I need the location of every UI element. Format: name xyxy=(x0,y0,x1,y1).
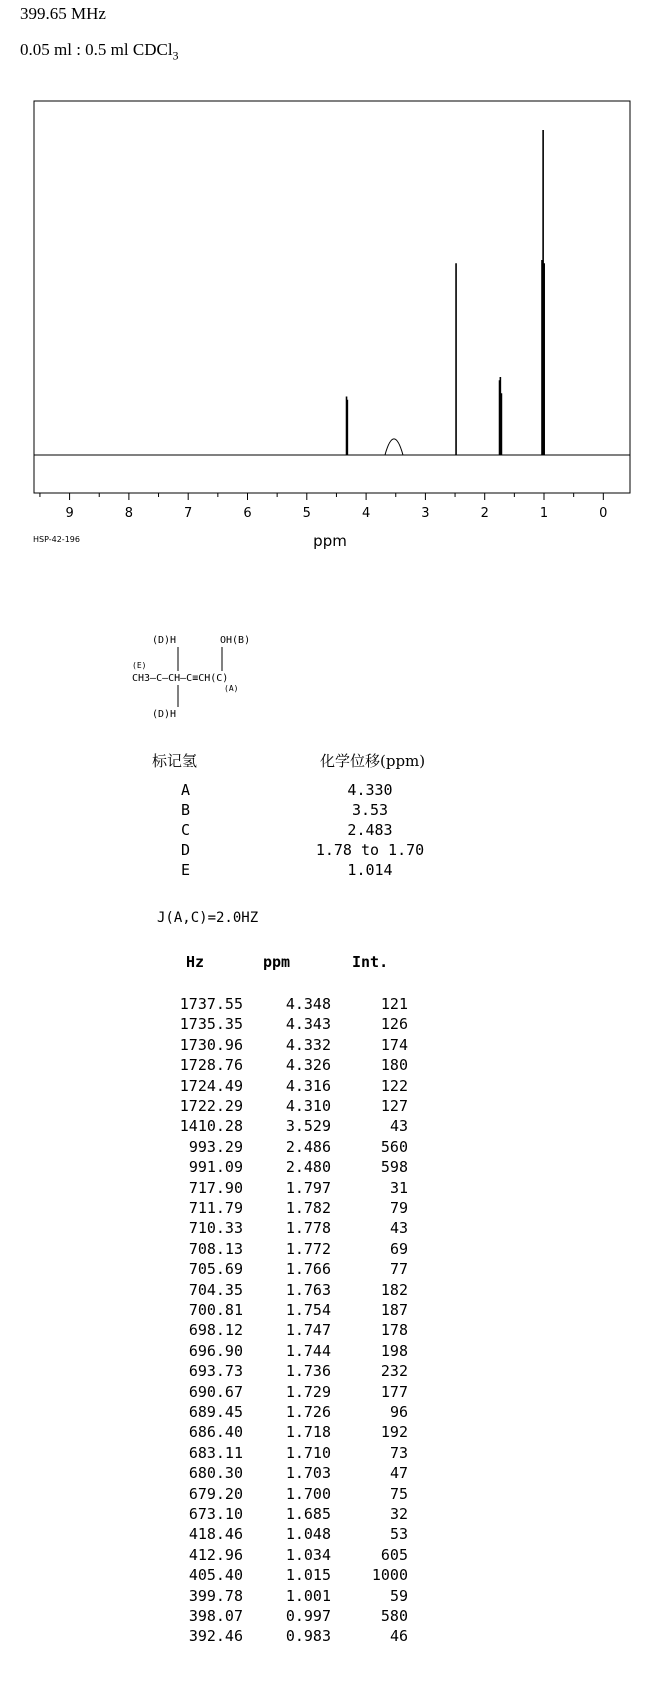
peak-hz: 686.40 xyxy=(188,1423,243,1442)
peak-ppm: 4.310 xyxy=(285,1097,331,1115)
peak-ppm: 1.015 xyxy=(285,1566,331,1585)
peak-hz: 1735.35 xyxy=(179,1015,243,1034)
peak-int: 59 xyxy=(389,1586,408,1605)
x-tick-label: 1 xyxy=(539,506,549,521)
x-tick-label: 4 xyxy=(361,506,371,521)
peak-int: 174 xyxy=(380,1035,408,1054)
shift-row-value: 1.78 to 1.70 xyxy=(315,841,425,859)
shift-row-value: 4.330 xyxy=(347,781,393,799)
peak-ppm: 4.348 xyxy=(285,995,331,1013)
x-tick-label: 7 xyxy=(184,506,193,521)
peak-ppm: 1.778 xyxy=(285,1219,331,1238)
peak-hz: 696.90 xyxy=(188,1341,243,1360)
peak-int: 232 xyxy=(380,1362,408,1381)
peak-hz: 689.45 xyxy=(188,1403,243,1421)
peak-int: 177 xyxy=(380,1382,408,1401)
peak-int: 47 xyxy=(389,1464,408,1483)
spectrum-peaks xyxy=(347,130,545,455)
shift-row-label: A xyxy=(181,781,191,799)
peak-hz: 1410.28 xyxy=(179,1117,243,1136)
spectrum-code: HSP-42-196 xyxy=(33,535,80,544)
peak-hz: 1737.55 xyxy=(179,995,243,1013)
peak-hz: 405.40 xyxy=(188,1566,243,1585)
peak-int: 560 xyxy=(380,1137,408,1156)
x-tick-label: 8 xyxy=(124,506,134,521)
peak-int: 127 xyxy=(380,1097,408,1115)
peak-ppm: 1.703 xyxy=(285,1464,331,1483)
shift-row-label: D xyxy=(181,841,191,859)
peak-int: 43 xyxy=(389,1219,408,1238)
peak-ppm: 4.332 xyxy=(285,1035,331,1054)
peak-ppm: 1.736 xyxy=(285,1362,331,1381)
peak-hz: 711.79 xyxy=(188,1199,243,1217)
structure-diagram xyxy=(120,635,380,725)
peak-int: 198 xyxy=(380,1341,408,1360)
peak-hz: 690.67 xyxy=(188,1382,243,1401)
x-tick-label: 5 xyxy=(302,506,311,521)
x-tick-label: 0 xyxy=(599,506,608,521)
peak-hz: 412.96 xyxy=(188,1545,243,1564)
peak-ppm: 1.718 xyxy=(285,1423,331,1442)
peak-hz: 710.33 xyxy=(188,1219,243,1238)
structure-bottom-left: (D)H xyxy=(152,709,177,720)
peak-int: 79 xyxy=(389,1199,408,1217)
peak-int: 605 xyxy=(380,1545,408,1564)
peak-header-hz: Hz xyxy=(186,953,205,971)
peak-hz: 1730.96 xyxy=(179,1035,243,1054)
peak-ppm: 0.983 xyxy=(285,1627,331,1646)
peak-hz: 679.20 xyxy=(188,1484,243,1503)
peak-int: 32 xyxy=(389,1505,408,1523)
peak-ppm: 4.326 xyxy=(285,1056,331,1075)
peak-hz: 993.29 xyxy=(188,1137,243,1156)
peak-int: 598 xyxy=(380,1158,408,1177)
peak-hz: 1728.76 xyxy=(179,1056,243,1075)
peak-int: 75 xyxy=(389,1484,408,1503)
peak-int: 77 xyxy=(389,1260,408,1279)
peak-ppm: 3.529 xyxy=(285,1117,331,1136)
structure-sub-label: (A) xyxy=(224,684,239,693)
peak-int: 187 xyxy=(380,1301,408,1319)
peak-ppm: 1.782 xyxy=(285,1199,331,1217)
peak-int: 180 xyxy=(380,1056,408,1075)
peak-int: 126 xyxy=(380,1015,408,1034)
shift-column-header: 化学位移(ppm) xyxy=(320,752,426,770)
peak-ppm: 1.766 xyxy=(285,1260,331,1279)
x-tick-label: 6 xyxy=(243,506,252,521)
peak-hz: 683.11 xyxy=(188,1443,243,1462)
peak-ppm: 1.797 xyxy=(285,1178,331,1197)
peak-hz: 705.69 xyxy=(188,1260,243,1279)
peak-hz: 392.46 xyxy=(188,1627,243,1646)
coupling-constant: J(A,C)=2.0HZ xyxy=(157,910,259,926)
nmr-spectrum-chart xyxy=(0,0,662,560)
peak-ppm: 1.726 xyxy=(285,1403,331,1421)
shift-row-label: E xyxy=(181,861,191,879)
shift-row-value: 3.53 xyxy=(351,801,389,819)
peak-int: 43 xyxy=(389,1117,408,1136)
structure-top-left: (D)H xyxy=(152,635,177,646)
peak-ppm: 1.744 xyxy=(285,1341,331,1360)
peak-ppm: 1.754 xyxy=(285,1301,331,1319)
x-tick-label: 9 xyxy=(65,506,74,521)
peak-ppm: 1.048 xyxy=(285,1525,331,1544)
peak-int: 182 xyxy=(380,1280,408,1299)
shift-row-label: C xyxy=(181,821,191,839)
x-axis-ticks xyxy=(40,493,608,521)
peak-ppm: 1.001 xyxy=(285,1586,331,1605)
peak-int: 53 xyxy=(389,1525,408,1544)
peak-hz: 693.73 xyxy=(188,1362,243,1381)
x-tick-label: 2 xyxy=(480,506,489,521)
peak-int: 178 xyxy=(380,1321,408,1340)
peak-ppm: 1.763 xyxy=(285,1280,331,1299)
peak-int: 69 xyxy=(389,1239,408,1258)
peak-ppm: 1.685 xyxy=(285,1505,331,1523)
peak-hz: 1722.29 xyxy=(179,1097,243,1115)
peak-int: 73 xyxy=(389,1443,408,1462)
peak-ppm: 1.747 xyxy=(285,1321,331,1340)
peak-ppm: 4.316 xyxy=(285,1076,331,1095)
peak-hz: 680.30 xyxy=(188,1464,243,1483)
peak-hz: 704.35 xyxy=(188,1280,243,1299)
peak-hz: 673.10 xyxy=(188,1505,243,1523)
peak-int: 121 xyxy=(380,995,408,1013)
peak-hz: 717.90 xyxy=(188,1178,243,1197)
peak-header-ppm: ppm xyxy=(263,953,291,971)
peak-hz: 1724.49 xyxy=(179,1076,243,1095)
peak-ppm: 4.343 xyxy=(285,1015,331,1034)
shift-row-value: 1.014 xyxy=(347,861,393,879)
x-tick-label: 3 xyxy=(421,506,430,521)
peak-ppm: 1.772 xyxy=(285,1239,331,1258)
peak-header-int: Int. xyxy=(352,953,389,971)
x-axis-label: ppm xyxy=(313,532,347,550)
peak-hz: 418.46 xyxy=(188,1525,243,1544)
plot-frame xyxy=(34,101,630,493)
peak-hz: 399.78 xyxy=(188,1586,243,1605)
structure-top-right: OH(B) xyxy=(220,635,251,646)
peak-ppm: 1.729 xyxy=(285,1382,331,1401)
peak-hz: 698.12 xyxy=(188,1321,243,1340)
peak-ppm: 1.034 xyxy=(285,1545,331,1564)
peak-int: 96 xyxy=(389,1403,408,1421)
peak-hz: 700.81 xyxy=(188,1301,243,1319)
peak-ppm: 1.710 xyxy=(285,1443,331,1462)
shift-row-label: B xyxy=(181,801,191,819)
peak-int: 1000 xyxy=(371,1566,408,1585)
label-column-header: 标记氢 xyxy=(152,752,198,770)
peak-ppm: 2.480 xyxy=(285,1158,331,1177)
structure-left-label: (E) xyxy=(132,661,147,670)
peak-int: 192 xyxy=(380,1423,408,1442)
peak-hz: 708.13 xyxy=(188,1239,243,1258)
peak-int: 31 xyxy=(389,1178,408,1197)
peak-ppm: 2.486 xyxy=(285,1137,331,1156)
shift-row-value: 2.483 xyxy=(347,821,393,839)
solvent-text: 0.05 ml : 0.5 ml CDCl xyxy=(20,40,173,59)
peak-int: 46 xyxy=(389,1627,408,1646)
peak-int: 580 xyxy=(380,1607,408,1625)
structure-chain: CH3—C—CH—C≡CH(C) xyxy=(132,673,229,684)
peak-hz: 991.09 xyxy=(188,1158,243,1177)
peak-ppm: 0.997 xyxy=(285,1607,331,1625)
spectrum-peak xyxy=(385,439,403,455)
peak-int: 122 xyxy=(380,1076,408,1095)
spectrometer-frequency: 399.65 MHz xyxy=(20,4,106,23)
peak-hz: 398.07 xyxy=(188,1607,243,1625)
peak-ppm: 1.700 xyxy=(285,1484,331,1503)
solvent-subscript: 3 xyxy=(172,48,179,63)
